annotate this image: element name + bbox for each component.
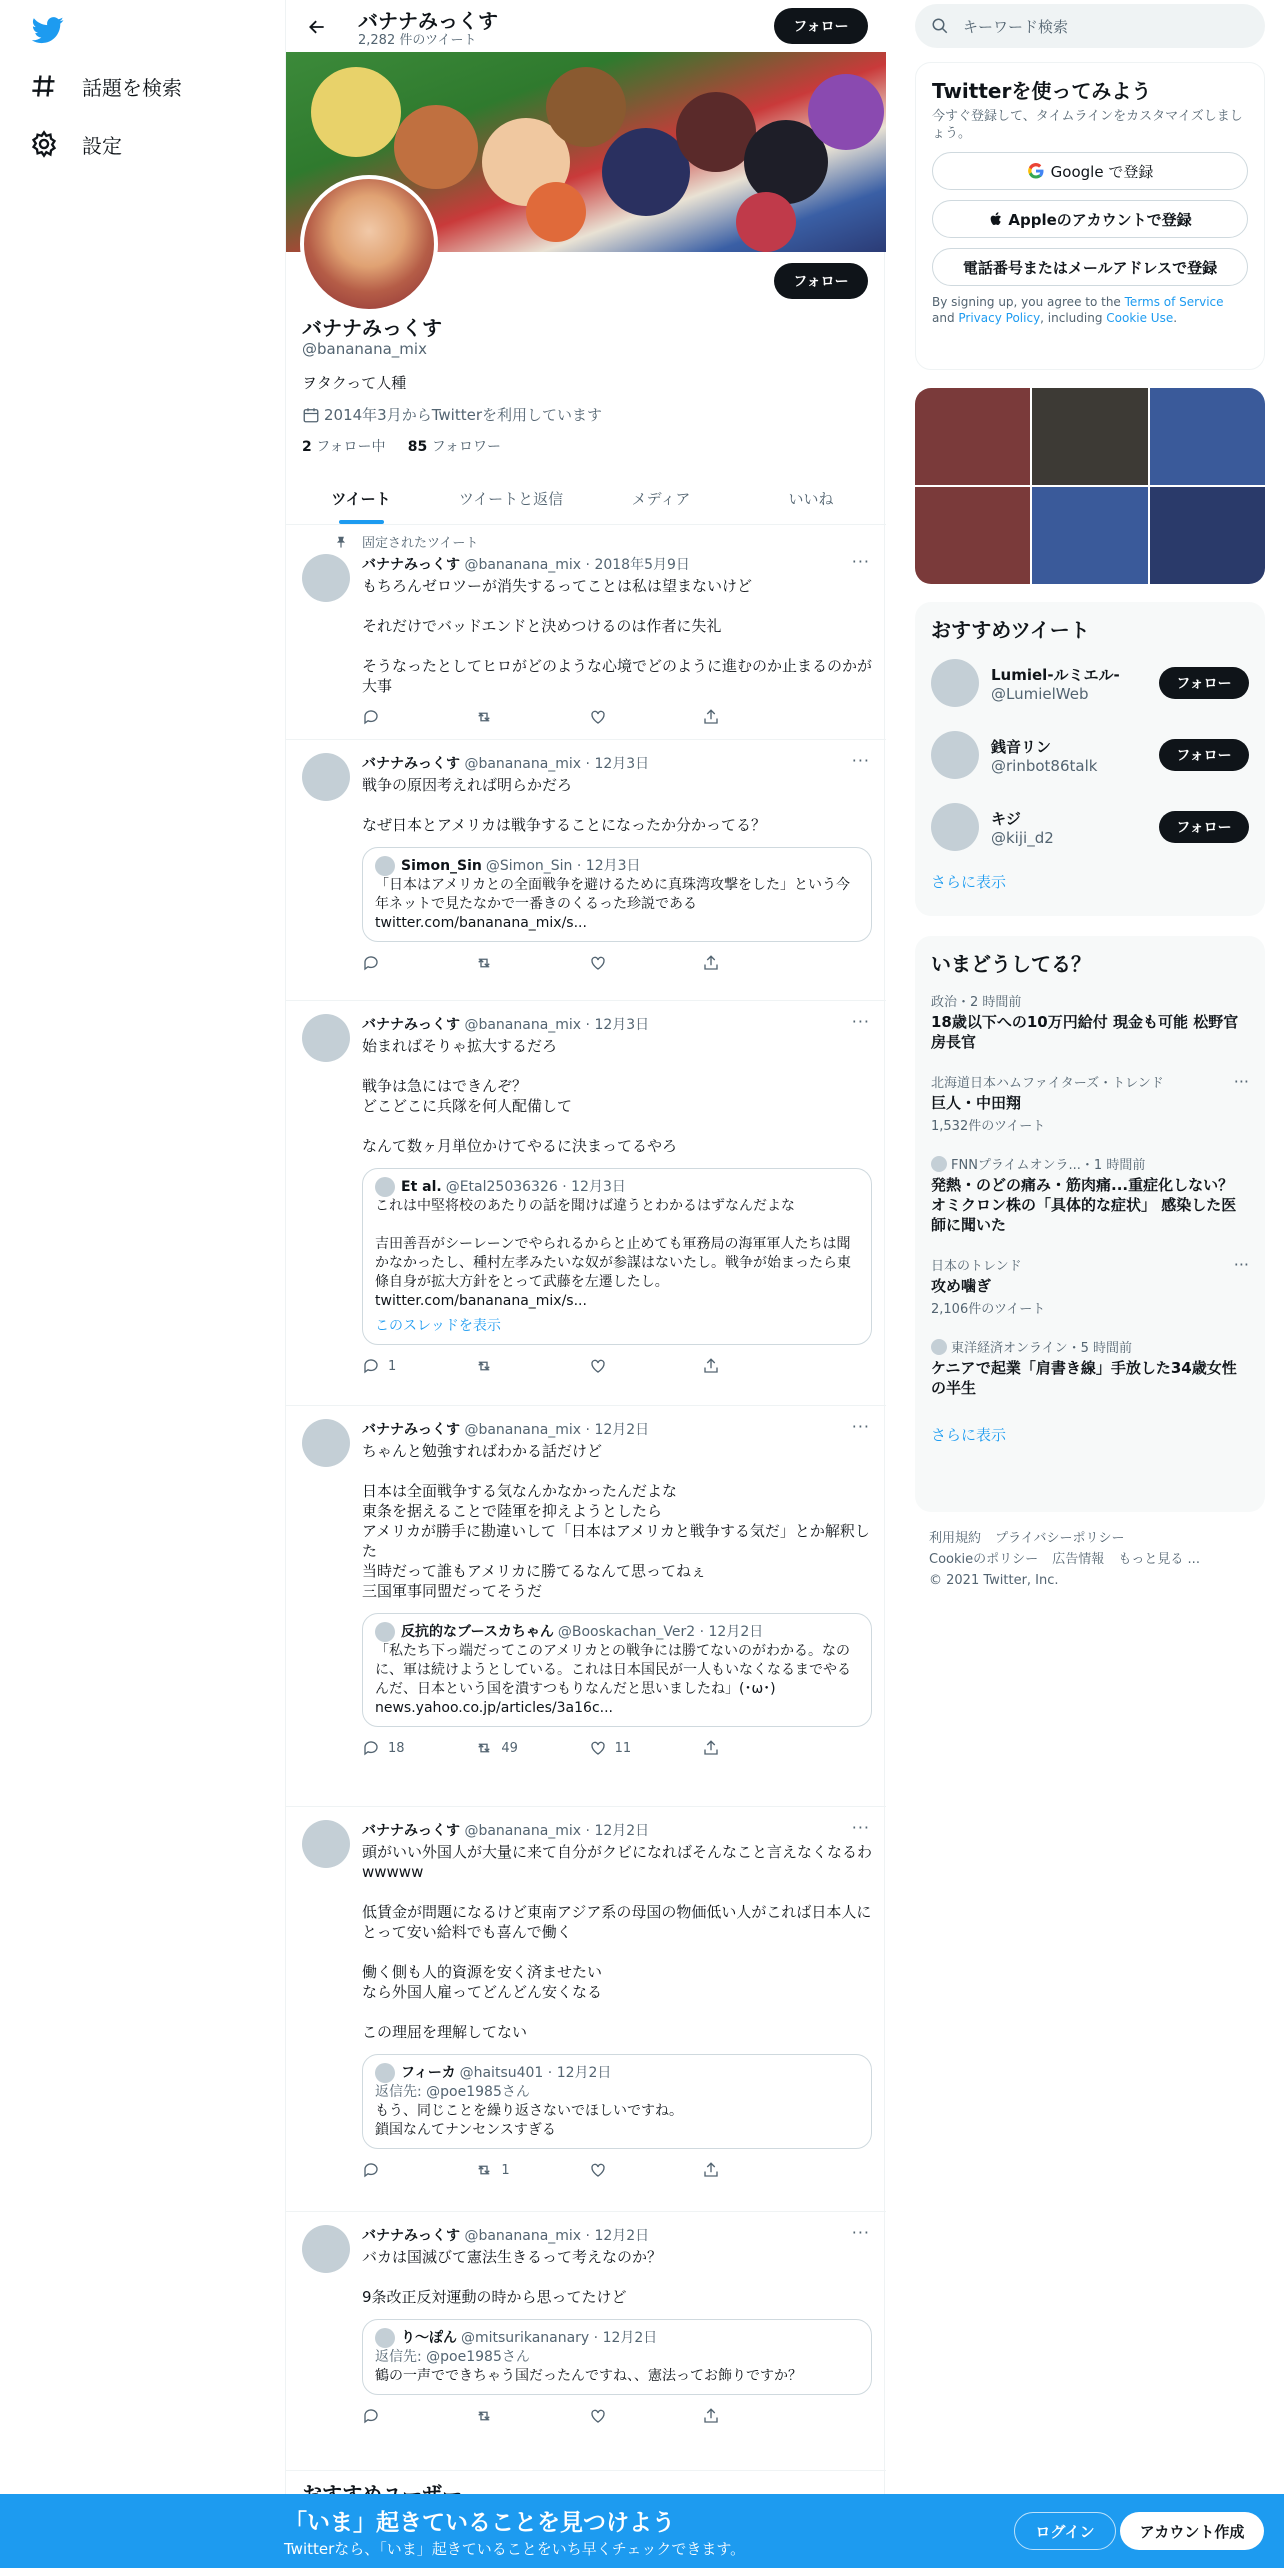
- reply-button[interactable]: [362, 2407, 452, 2425]
- tweet-handle[interactable]: @bananana_mix: [464, 2228, 582, 2244]
- tab-tweets-and-replies[interactable]: ツイートと返信: [458, 489, 564, 508]
- tweet-date[interactable]: 12月3日: [594, 1017, 650, 1033]
- heart-icon: [589, 1739, 607, 1757]
- like-button[interactable]: [589, 1739, 679, 1757]
- quote-text: 鶴の一声でできちゃう国だったんですね、、憲法ってお飾りですか？: [375, 2368, 802, 2384]
- heart-icon: [589, 708, 607, 726]
- retweet-icon: [475, 2161, 493, 2179]
- more-icon[interactable]: ···: [1233, 1255, 1249, 1274]
- like-button[interactable]: [589, 2407, 679, 2425]
- tweet[interactable]: [286, 741, 886, 1001]
- footer: [929, 1528, 1259, 1591]
- media-thumbnail[interactable]: [1032, 388, 1147, 485]
- tweet-author[interactable]: バナナみっくす: [362, 557, 460, 573]
- retweet-button[interactable]: [475, 708, 565, 726]
- follow-button[interactable]: フォロー: [1159, 739, 1249, 771]
- trends-card: [915, 936, 1265, 1512]
- tweet-actions: [362, 954, 792, 972]
- quote-author: フィーカ: [401, 2064, 456, 2081]
- heart-icon: [589, 2407, 607, 2425]
- reply-button[interactable]: [362, 1739, 452, 1757]
- pin-icon: [334, 535, 348, 549]
- like-button[interactable]: [589, 1357, 679, 1375]
- footer-link[interactable]: Cookieのポリシー: [929, 1552, 1039, 1567]
- profile-header-bar: [286, 0, 886, 52]
- bottom-bar-subtitle: Twitterなら、「いま」起きていることをいち早くチェックできます。: [284, 2540, 746, 2558]
- tweet-header: バナナみっくす @bananana_mix · 12月2日: [362, 1823, 650, 1839]
- following-count: 2: [302, 439, 312, 455]
- trends-title: いまどうしてる？: [931, 952, 1091, 976]
- tweet-date[interactable]: 12月2日: [594, 2228, 650, 2244]
- header-name: バナナみっくす: [358, 9, 498, 33]
- nav-explore[interactable]: [30, 66, 182, 106]
- share-icon: [702, 708, 720, 726]
- tweet-author[interactable]: バナナみっくす: [362, 1823, 460, 1839]
- google-signup-label: Google で登録: [1050, 162, 1154, 181]
- tweet-header: バナナみっくす @bananana_mix · 12月2日: [362, 1422, 650, 1438]
- avatar[interactable]: [302, 554, 350, 602]
- signup-subtitle: 今すぐ登録して、タイムラインをカスタマイズしましょう。: [932, 109, 1243, 141]
- quote-reply-to: 返信先: @poe1985さん: [375, 2084, 530, 2100]
- quote-author: り〜ぽん: [401, 2329, 457, 2346]
- reply-icon: [362, 954, 380, 972]
- more-icon[interactable]: ···: [851, 751, 870, 770]
- login-button[interactable]: ログイン: [1014, 2512, 1116, 2550]
- show-more-link[interactable]: さらに表示: [931, 1426, 1007, 1444]
- avatar[interactable]: [302, 1014, 350, 1062]
- tab-likes[interactable]: いいね: [788, 489, 834, 508]
- profile-follow-stats: [302, 436, 501, 456]
- tweet-actions: [362, 708, 792, 726]
- footer-link[interactable]: プライバシーポリシー: [995, 1531, 1125, 1546]
- avatar[interactable]: [931, 731, 979, 779]
- quoted-tweet[interactable]: Et al. @Etal25036326 · 12月3日 これは中堅将校のあたりの話を聞けば違うとわかるはずなんだよな 吉田善吾がシーレーンでやられるからと止めても軍務局の海軍軍人たちは聞かなかったし、種村左孝みたいな奴が参謀はないたし。戦争が始まったら東條自身が拡大方針をとって武藤を左遷したし。 twitter.com/bananana_mix/s... このスレッドを表示: [362, 1168, 872, 1345]
- quote-date: 12月3日: [571, 1178, 626, 1195]
- quote-avatar: [375, 1177, 395, 1197]
- tweet-header: バナナみっくす @bananana_mix · 12月2日: [362, 2228, 650, 2244]
- retweet-icon: [475, 1357, 493, 1375]
- reply-icon: [362, 1357, 380, 1375]
- retweet-icon: [475, 954, 493, 972]
- who-to-follow-item[interactable]: [915, 791, 1265, 863]
- tweet-author[interactable]: バナナみっくす: [362, 1422, 460, 1438]
- tab-tweets[interactable]: ツイート: [286, 472, 436, 524]
- profile-joined: [302, 404, 602, 425]
- hashtag-icon: [30, 72, 58, 100]
- trend-title: 巨人・中田翔: [931, 1094, 1022, 1112]
- quote-avatar: [375, 856, 395, 876]
- copyright: © 2021 Twitter, Inc.: [929, 1573, 1059, 1588]
- reply-button[interactable]: [362, 2161, 452, 2179]
- share-button[interactable]: [702, 2161, 792, 2179]
- tweet-date[interactable]: 12月2日: [594, 1422, 650, 1438]
- gear-icon: [30, 130, 58, 158]
- tweet-handle[interactable]: @bananana_mix: [464, 1422, 582, 1438]
- like-button[interactable]: [589, 954, 679, 972]
- pinned-label: [334, 532, 478, 551]
- share-icon: [702, 1739, 720, 1757]
- show-thread-link[interactable]: このスレッドを表示: [375, 1318, 501, 1334]
- profile-name: バナナみっくす: [302, 316, 442, 340]
- avatar[interactable]: [302, 2225, 350, 2273]
- retweet-button[interactable]: [475, 2161, 565, 2179]
- nav-explore-label: 話題を検索: [82, 75, 182, 100]
- following-link[interactable]: [302, 439, 386, 455]
- retweet-icon: [475, 1739, 493, 1757]
- user-handle: @LumielWeb: [991, 684, 1089, 703]
- terms-link[interactable]: Terms of Service: [1124, 295, 1224, 309]
- heart-icon: [589, 1357, 607, 1375]
- retweet-button[interactable]: [475, 1357, 565, 1375]
- privacy-link[interactable]: Privacy Policy: [958, 311, 1041, 325]
- quoted-tweet[interactable]: フィーカ @haitsu401 · 12月2日 返信先: @poe1985さん もう、同じことを繰り返さないでほしいですね。 鎖国なんてナンセンスすぎる: [362, 2054, 872, 2149]
- google-signup-button[interactable]: [932, 152, 1248, 190]
- who-to-follow-title: おすすめツイート: [931, 618, 1090, 642]
- reply-count: 18: [388, 1740, 405, 1756]
- media-thumbnail[interactable]: [1150, 487, 1265, 584]
- share-icon: [702, 2407, 720, 2425]
- quote-author: 反抗的なブースカちゃん: [401, 1623, 554, 1640]
- heart-icon: [589, 2161, 607, 2179]
- user-handle: @kiji_d2: [991, 828, 1054, 847]
- like-button[interactable]: [589, 708, 679, 726]
- tweet-text: ちゃんと勉強すればわかる話だけど 日本は全面戦争する気なんかなかったんだよな 東条を据えることで陸軍を抑えようとしたら アメリカが勝手に勘違いして「日本はアメリカと戦争する気だ」とか解釈した 当時だって誰もアメリカに勝てるなんて思ってねぇ 三国軍事同盟だってそうだ: [362, 1442, 870, 1600]
- legal-text: By signing up, you agree to the: [932, 295, 1125, 309]
- follow-button[interactable]: フォロー: [1159, 667, 1249, 699]
- tweet-author[interactable]: バナナみっくす: [362, 1017, 460, 1033]
- quote-author: Simon_Sin: [401, 857, 482, 874]
- quote-avatar: [375, 1622, 395, 1642]
- user-handle: @rinbot86talk: [991, 756, 1098, 775]
- quote-avatar: [375, 2328, 395, 2348]
- profile-bio: ヲタクって人種: [302, 374, 407, 392]
- tweet-date[interactable]: 12月3日: [594, 756, 650, 772]
- search-input[interactable]: [915, 4, 1265, 48]
- more-icon[interactable]: ···: [1233, 1072, 1249, 1091]
- retweet-icon: [475, 2407, 493, 2425]
- cookie-link[interactable]: Cookie Use: [1106, 311, 1174, 325]
- share-button[interactable]: [702, 954, 792, 972]
- tweet-text: 戦争の原因考えれば明らかだろ なぜ日本とアメリカは戦争することになったか分かってる？: [362, 776, 766, 834]
- tweet-actions: [362, 1357, 792, 1375]
- avatar[interactable]: [931, 659, 979, 707]
- more-icon[interactable]: ···: [851, 1012, 870, 1031]
- trend-context-text: 東洋経済オンライン・5 時間前: [951, 1341, 1133, 1356]
- user-name: 銭音リン: [991, 737, 1052, 756]
- google-icon: [1027, 162, 1045, 180]
- quote-text: もう、同じことを繰り返さないでほしいですね。 鎖国なんてナンセンスすぎる: [375, 2103, 683, 2138]
- source-avatar: [931, 1156, 947, 1172]
- quote-handle: @Booskachan_Ver2: [557, 1623, 696, 1640]
- quote-reply-to: 返信先: @poe1985さん: [375, 2349, 530, 2365]
- trend-title: 発熱・のどの痛み・筋肉痛...重症化しない？ オミクロン株の「具体的な症状」 感染した医師に聞いた: [931, 1176, 1237, 1234]
- retweet-count: 49: [501, 1740, 518, 1756]
- arrow-left-icon: [307, 17, 327, 37]
- share-icon: [702, 954, 720, 972]
- quote-avatar: [375, 2063, 395, 2083]
- tweet-header: バナナみっくす @bananana_mix · 12月3日: [362, 1017, 650, 1033]
- profile-tabs: [286, 472, 886, 525]
- avatar[interactable]: [302, 1820, 350, 1868]
- trend-context-text: FNNプライムオンラ...・1 時間前: [951, 1158, 1146, 1173]
- tweet-date[interactable]: 12月2日: [594, 1823, 650, 1839]
- apple-signup-label: Appleのアカウントで登録: [1008, 210, 1192, 229]
- like-button[interactable]: [589, 2161, 679, 2179]
- footer-link[interactable]: 広告情報: [1052, 1552, 1105, 1567]
- trend-count: 1,532件のツイート: [931, 1119, 1046, 1134]
- signup-card: [915, 62, 1265, 370]
- quote-date: 12月3日: [585, 857, 641, 874]
- following-label: フォロー中: [316, 439, 386, 455]
- tweet[interactable]: [286, 2213, 886, 2471]
- trend-item[interactable]: [915, 1245, 1265, 1327]
- left-nav: [0, 0, 285, 2568]
- quote-handle: @Etal25036326: [445, 1178, 558, 1195]
- tweet-actions: [362, 2161, 792, 2179]
- share-icon: [702, 2161, 720, 2179]
- nav-settings-label: 設定: [82, 133, 122, 158]
- trend-item[interactable]: [915, 981, 1265, 1062]
- share-button[interactable]: [702, 1739, 792, 1757]
- footer-link[interactable]: もっと見る ...: [1118, 1552, 1200, 1567]
- profile-avatar[interactable]: [300, 175, 438, 313]
- quote-date: 12月2日: [708, 1623, 764, 1640]
- avatar[interactable]: [302, 1419, 350, 1467]
- search-icon: [931, 17, 949, 35]
- media-thumbnail[interactable]: [1032, 487, 1147, 584]
- retweet-button[interactable]: [475, 954, 565, 972]
- retweet-button[interactable]: [475, 2407, 565, 2425]
- share-button[interactable]: [702, 708, 792, 726]
- quote-author: Et al.: [401, 1178, 442, 1195]
- bottom-signup-bar: [0, 2494, 1284, 2568]
- right-sidebar: [915, 0, 1265, 2568]
- tweet[interactable]: [286, 1002, 886, 1406]
- trend-context: 政治・2 時間前: [931, 995, 1022, 1010]
- nav-settings[interactable]: [30, 124, 122, 164]
- signup-title: Twitterを使ってみよう: [932, 79, 1152, 103]
- tweet[interactable]: [286, 526, 886, 740]
- followers-link[interactable]: [408, 439, 501, 455]
- header-follow-button[interactable]: フォロー: [774, 8, 868, 44]
- trend-item[interactable]: [915, 1062, 1265, 1144]
- followers-count: 85: [407, 439, 428, 455]
- show-more-link[interactable]: さらに表示: [931, 873, 1007, 891]
- more-icon[interactable]: ···: [851, 552, 870, 571]
- footer-link[interactable]: 利用規約: [929, 1531, 982, 1546]
- share-button[interactable]: [702, 1357, 792, 1375]
- legal-text: .: [1173, 311, 1178, 325]
- tweet-header: バナナみっくす @bananana_mix · 12月3日: [362, 756, 650, 772]
- trend-context: 日本のトレンド: [931, 1259, 1022, 1274]
- quote-text: これは中堅将校のあたりの話を聞けば違うとわかるはずなんだよな 吉田善吾がシーレーンでやられるからと止めても軍務局の海軍軍人たちは聞かなかったし、種村左孝みたいな奴が参謀はないたし。戦争が始まったら東條自身が拡大方針をとって武藤を左遷したし。 twitter.com/bananana_mix/s...: [375, 1198, 851, 1309]
- more-icon[interactable]: ···: [851, 1417, 870, 1436]
- quote-handle: @mitsurikananary: [461, 2329, 590, 2346]
- more-icon[interactable]: ···: [851, 1818, 870, 1837]
- follow-button[interactable]: フォロー: [1159, 811, 1249, 843]
- user-name: Lumiel-ルミエル-: [991, 665, 1120, 684]
- tweet-actions: [362, 2407, 792, 2425]
- tweet-text: 頭がいい外国人が大量に来て自分がクビになればそんなこと言えなくなるわwwwww 低賃金が問題になるけど東南アジア系の母国の物価低い人がこれば日本人にとって安い給料でも喜んで働く 働く側も人的資源を安く済ませたい なら外国人雇ってどんどん安くなる この理屈を理解してない: [362, 1843, 873, 2041]
- twitter-logo-icon[interactable]: [32, 14, 64, 46]
- avatar[interactable]: [931, 803, 979, 851]
- back-button[interactable]: [300, 10, 334, 44]
- tweet-author[interactable]: バナナみっくす: [362, 756, 460, 772]
- reply-count: 1: [388, 1358, 397, 1374]
- media-thumbnail[interactable]: [915, 487, 1030, 584]
- legal-text: , including: [1040, 311, 1107, 325]
- trend-title: ケニアで起業「肩書き線」手放した34歳女性の半生: [931, 1359, 1237, 1397]
- signup-button[interactable]: アカウント作成: [1120, 2512, 1264, 2550]
- tweet-author[interactable]: バナナみっくす: [362, 2228, 460, 2244]
- avatar[interactable]: [302, 753, 350, 801]
- tweet-handle[interactable]: @bananana_mix: [464, 557, 582, 573]
- trend-title: 18歳以下への10万円給付 現金も可能 松野官房長官: [931, 1013, 1239, 1051]
- trend-context: [931, 1154, 1249, 1173]
- share-button[interactable]: [702, 2407, 792, 2425]
- pinned-label-text: 固定されたツイート: [362, 536, 479, 551]
- reply-icon: [362, 1739, 380, 1757]
- tweet-date[interactable]: 2018年5月9日: [594, 557, 690, 573]
- trend-item[interactable]: [915, 1144, 1265, 1245]
- reply-button[interactable]: [362, 954, 452, 972]
- search-placeholder: キーワード検索: [963, 17, 1069, 36]
- media-grid: [915, 388, 1265, 584]
- trend-count: 2,106件のツイート: [931, 1302, 1046, 1317]
- legal-text: and: [932, 311, 959, 325]
- like-count: 11: [614, 1740, 632, 1756]
- media-thumbnail[interactable]: [915, 388, 1030, 485]
- tweet-handle[interactable]: @bananana_mix: [464, 1017, 582, 1033]
- retweet-icon: [475, 708, 493, 726]
- trend-title: 攻め噛ぎ: [931, 1277, 992, 1295]
- who-to-follow-item[interactable]: [915, 719, 1265, 791]
- followers-label: フォロワー: [431, 439, 502, 455]
- header-tweet-count: 2,282 件のツイート: [358, 33, 477, 48]
- reply-icon: [362, 708, 380, 726]
- more-icon[interactable]: ···: [851, 2223, 870, 2242]
- retweet-count: 1: [501, 2162, 510, 2178]
- apple-signup-button[interactable]: [932, 200, 1248, 238]
- quote-handle: @haitsu401: [459, 2064, 544, 2081]
- tweet-header: バナナみっくす @bananana_mix · 2018年5月9日: [362, 557, 690, 573]
- retweet-button[interactable]: [475, 1739, 565, 1757]
- quote-date: 12月2日: [602, 2329, 658, 2346]
- quote-text: 「私たち下っ端だってこのアメリカとの戦争には勝てないのがわかる。なのに、軍は続けようとしている。これは日本国民が一人もいなくなるまでやるんだ、日本という国を潰すつもりなんだと思いましたね」(･ω･) news.yahoo.co.jp/articles/3a16c...: [375, 1643, 851, 1716]
- quoted-tweet[interactable]: り〜ぽん @mitsurikananary · 12月2日 返信先: @poe1985さん 鶴の一声でできちゃう国だったんですね、、憲法ってお飾りですか？: [362, 2319, 872, 2395]
- quote-handle: @Simon_Sin: [485, 857, 573, 874]
- profile-handle: @bananana_mix: [302, 340, 427, 358]
- quoted-tweet[interactable]: 反抗的なブースカちゃん @Booskachan_Ver2 · 12月2日 「私たち下っ端だってこのアメリカとの戦争には勝てないのがわかる。なのに、軍は続けようとしている。これは日本国民が一人もいなくなるまでやるんだ、日本という国を潰すつもりなんだと思いましたね」(･ω･) news.yahoo.co.jp/articles/3a16c...: [362, 1613, 872, 1727]
- tweet-actions: [362, 1739, 792, 1757]
- trend-context: [931, 1337, 1249, 1356]
- who-to-follow-item[interactable]: [915, 647, 1265, 719]
- profile-column: [285, 0, 885, 2568]
- tweet[interactable]: [286, 1407, 886, 1807]
- reply-icon: [362, 2407, 380, 2425]
- signup-legal: [916, 286, 1264, 340]
- calendar-icon: [302, 406, 320, 424]
- media-thumbnail[interactable]: [1150, 388, 1265, 485]
- source-avatar: [931, 1339, 947, 1355]
- bottom-bar-title: 「いま」起きていることを見つけよう: [284, 2510, 675, 2536]
- profile-follow-button[interactable]: フォロー: [774, 263, 868, 299]
- tweet[interactable]: [286, 1808, 886, 2212]
- tweet-text: バカは国滅びて憲法生きるって考えなのか？ 9条改正反対運動の時から思ってたけど: [362, 2248, 663, 2306]
- trend-context: 北海道日本ハムファイターズ・トレンド: [931, 1076, 1164, 1091]
- heart-icon: [589, 954, 607, 972]
- tweet-handle[interactable]: @bananana_mix: [464, 756, 582, 772]
- trend-item[interactable]: [915, 1327, 1265, 1408]
- user-name: キジ: [991, 809, 1021, 828]
- quote-date: 12月2日: [556, 2064, 612, 2081]
- quote-text: 「日本はアメリカとの全面戦争を避けるために真珠湾攻撃をした」という今年ネットで見たなかで一番きのくるった珍説である twitter.com/bananana_mix/s...: [375, 877, 851, 931]
- profile-joined-text: 2014年3月からTwitterを利用しています: [324, 406, 602, 424]
- reply-button[interactable]: [362, 1357, 452, 1375]
- apple-icon: [988, 210, 1004, 228]
- tab-media[interactable]: メディア: [631, 489, 691, 508]
- share-icon: [702, 1357, 720, 1375]
- reply-icon: [362, 2161, 380, 2179]
- tweet-text: もちろんゼロツーが消失するってことは私は望まないけど それだけでバッドエンドと決めつけるのは作者に失礼 そうなったとしてヒロがどのような心境でどのように進むのか止まるのかが大事: [362, 577, 873, 695]
- who-to-follow-card: [915, 602, 1265, 916]
- tweet-text: 始まればそりゃ拡大するだろ 戦争は急にはできんぞ？ どこどこに兵隊を何人配備して なんて数ヶ月単位かけてやるに決まってるやろ: [362, 1037, 678, 1155]
- tweet-handle[interactable]: @bananana_mix: [464, 1823, 582, 1839]
- quoted-tweet[interactable]: Simon_Sin @Simon_Sin · 12月3日 「日本はアメリカとの全面戦争を避けるために真珠湾攻撃をした」という今年ネットで見たなかで一番きのくるった珍説である twitter.com/bananana_mix/s...: [362, 847, 872, 942]
- phone-email-signup-button[interactable]: 電話番号またはメールアドレスで登録: [932, 248, 1248, 286]
- reply-button[interactable]: [362, 708, 452, 726]
